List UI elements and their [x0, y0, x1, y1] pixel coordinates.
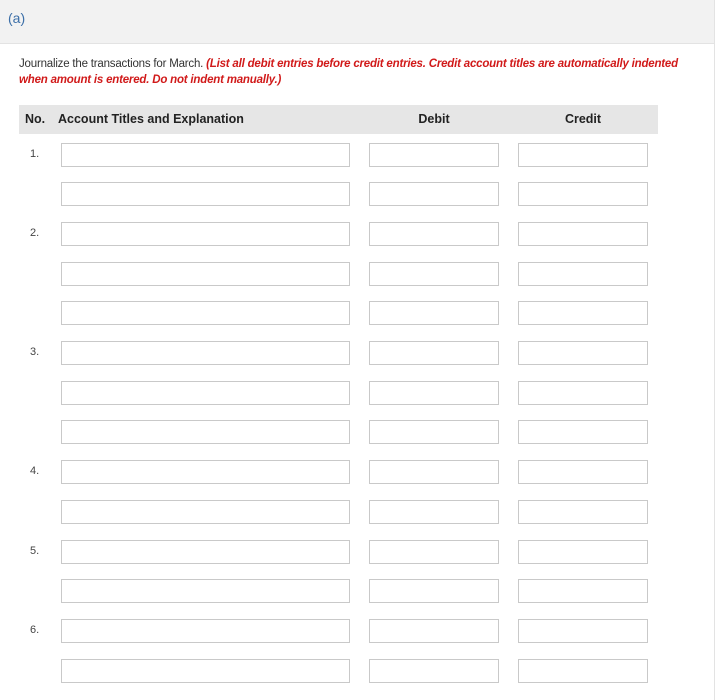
debit-input[interactable]	[369, 659, 499, 683]
credit-input[interactable]	[518, 659, 648, 683]
account-title-input[interactable]	[61, 540, 350, 564]
journal-row	[0, 262, 714, 288]
row-number: 3.	[30, 346, 40, 358]
account-title-input[interactable]	[61, 143, 350, 167]
credit-input[interactable]	[518, 262, 648, 286]
account-title-input[interactable]	[61, 182, 350, 206]
debit-input[interactable]	[369, 500, 499, 524]
account-title-input[interactable]	[61, 341, 350, 365]
credit-input[interactable]	[518, 222, 648, 246]
section-header-bar	[0, 0, 714, 44]
journal-row	[0, 500, 714, 526]
journal-row	[0, 619, 714, 645]
journal-row	[0, 540, 714, 566]
credit-input[interactable]	[518, 420, 648, 444]
header-no: No.	[25, 112, 46, 126]
debit-input[interactable]	[369, 619, 499, 643]
account-title-input[interactable]	[61, 619, 350, 643]
debit-input[interactable]	[369, 222, 499, 246]
credit-input[interactable]	[518, 341, 648, 365]
journal-row	[0, 659, 714, 685]
journal-row	[0, 182, 714, 208]
journal-row	[0, 222, 714, 248]
account-title-input[interactable]	[61, 381, 350, 405]
row-number: 1.	[30, 148, 40, 160]
instructions	[19, 56, 699, 88]
journal-row	[0, 381, 714, 407]
panel-right-border	[714, 0, 715, 700]
journal-row	[0, 341, 714, 367]
header-credit: Credit	[564, 112, 602, 126]
credit-input[interactable]	[518, 182, 648, 206]
credit-input[interactable]	[518, 143, 648, 167]
credit-input[interactable]	[518, 579, 648, 603]
row-number: 6.	[30, 624, 40, 636]
account-title-input[interactable]	[61, 579, 350, 603]
header-debit: Debit	[418, 112, 450, 126]
credit-input[interactable]	[518, 500, 648, 524]
account-title-input[interactable]	[61, 460, 350, 484]
journal-table-header	[19, 105, 658, 134]
debit-input[interactable]	[369, 301, 499, 325]
credit-input[interactable]	[518, 619, 648, 643]
instructions-text: Journalize the transactions for March.	[19, 58, 207, 70]
account-title-input[interactable]	[61, 420, 350, 444]
credit-input[interactable]	[518, 301, 648, 325]
debit-input[interactable]	[369, 460, 499, 484]
account-title-input[interactable]	[61, 301, 350, 325]
journal-row	[0, 301, 714, 327]
row-number: 4.	[30, 465, 40, 477]
debit-input[interactable]	[369, 341, 499, 365]
debit-input[interactable]	[369, 420, 499, 444]
journal-row	[0, 420, 714, 446]
account-title-input[interactable]	[61, 500, 350, 524]
account-title-input[interactable]	[61, 262, 350, 286]
debit-input[interactable]	[369, 182, 499, 206]
account-title-input[interactable]	[61, 659, 350, 683]
row-number: 2.	[30, 227, 40, 239]
debit-input[interactable]	[369, 262, 499, 286]
part-label: (a)	[8, 10, 26, 26]
journal-row	[0, 143, 714, 169]
debit-input[interactable]	[369, 143, 499, 167]
journal-row	[0, 579, 714, 605]
credit-input[interactable]	[518, 540, 648, 564]
debit-input[interactable]	[369, 540, 499, 564]
debit-input[interactable]	[369, 381, 499, 405]
account-title-input[interactable]	[61, 222, 350, 246]
instructions-note: (List all debit entries before credit entries. Credit account titles are automatically indented when amount is entered. Do not indent manually.)	[19, 58, 678, 86]
debit-input[interactable]	[369, 579, 499, 603]
credit-input[interactable]	[518, 381, 648, 405]
row-number: 5.	[30, 545, 40, 557]
header-account-titles: Account Titles and Explanation	[58, 112, 244, 126]
journal-row	[0, 460, 714, 486]
credit-input[interactable]	[518, 460, 648, 484]
